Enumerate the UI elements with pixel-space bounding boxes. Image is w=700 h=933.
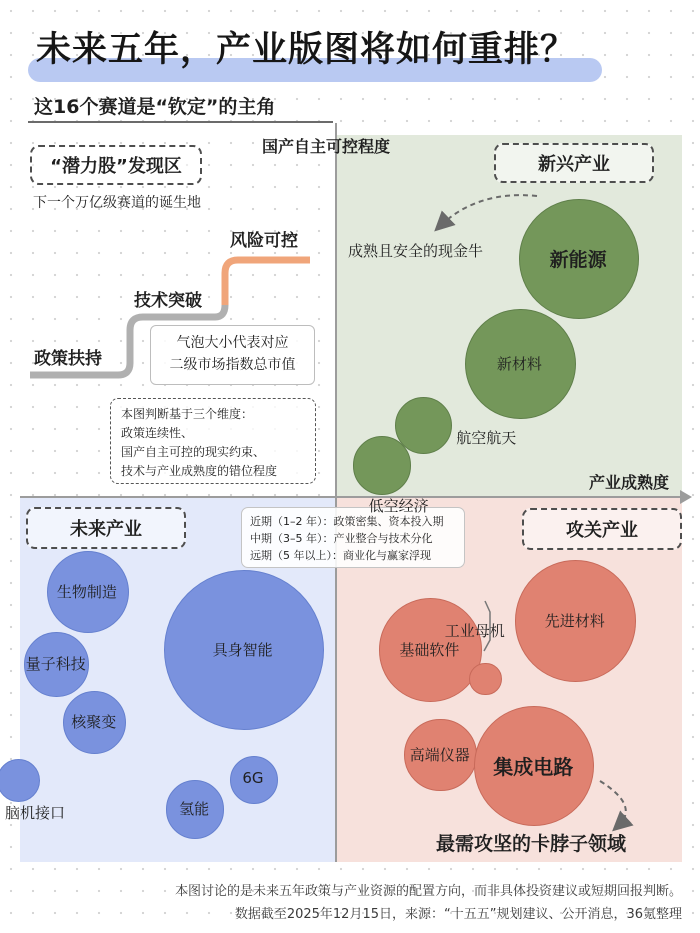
y-axis-label: 国产自主可控程度: [262, 137, 391, 156]
footer-disclaimer: 本图讨论的是未来五年政策与产业资源的配置方向，而非具体投资建议或短期回报判断。: [174, 884, 682, 899]
x-axis-label: 产业成熟度: [589, 473, 670, 492]
step-label-tech: 技术突破: [134, 291, 202, 311]
bubble-label: 新能源: [549, 248, 607, 271]
period-item: 中期（3–5 年）：产业整合与技术分化: [250, 532, 433, 545]
note-line: 本图判断基于三个维度：: [121, 407, 254, 421]
bubble-label: 低空经济: [368, 496, 429, 515]
bubble-label: 量子科技: [25, 655, 86, 674]
quadrant-tackling-title: 攻关产业: [522, 508, 682, 550]
quadrant-emerging-title: 新兴产业: [494, 143, 654, 183]
bubble-tackling: [469, 663, 502, 696]
bubble-label: 航空航天: [456, 429, 517, 448]
bubble-label: 基础软件: [399, 640, 460, 659]
bubble-label: 氢能: [179, 799, 210, 818]
note-line: 技术与产业成熟度的错位程度: [121, 464, 278, 478]
quadrant-future-title: 未来产业: [26, 507, 186, 549]
note-line: 国产自主可控的现实约束、: [121, 445, 266, 459]
note-line: 政策连续性、: [121, 426, 194, 440]
footer-source: 数据截至2025年12月15日，来源：“十五五”规划建议、公开消息，36氪整理: [234, 907, 682, 922]
bubble-label: 生物制造: [56, 582, 117, 601]
page-subtitle: 这16个赛道是“钦定”的主角: [34, 96, 276, 118]
bubble-label: 核聚变: [71, 712, 117, 731]
period-item: 远期（5 年以上）：商业化与赢家浮现: [250, 549, 431, 562]
bubble-label: 6G: [242, 768, 264, 787]
annotation-bottleneck: 最需攻坚的卡脖子领域: [436, 833, 627, 855]
bubble-label: 具身智能: [212, 640, 273, 659]
step-label-policy: 政策扶持: [34, 349, 102, 369]
legend-line: 气泡大小代表对应: [176, 335, 289, 351]
bubble-label: 高端仪器: [409, 745, 470, 764]
bubble-label: 先进材料: [544, 611, 605, 630]
page-title: 未来五年，产业版图将如何重排？: [36, 30, 577, 70]
step-label-risk: 风险可控: [230, 231, 298, 251]
legend-line: 二级市场指数总市值: [169, 357, 296, 373]
potential-zone-title: “潜力股”发现区: [30, 145, 202, 185]
bubble-label: 集成电路: [493, 754, 574, 779]
bubble-label: 工业母机: [444, 622, 505, 640]
annotation-cash-cow: 成熟且安全的现金牛: [348, 242, 484, 260]
potential-zone-desc: 下一个万亿级赛道的诞生地: [33, 195, 201, 211]
bubble-label: 新材料: [496, 354, 542, 373]
bubble-emerging: [353, 436, 412, 495]
bubble-label: 脑机接口: [5, 804, 66, 822]
period-item: 近期（1–2 年）：政策密集、资本投入期: [250, 515, 444, 528]
